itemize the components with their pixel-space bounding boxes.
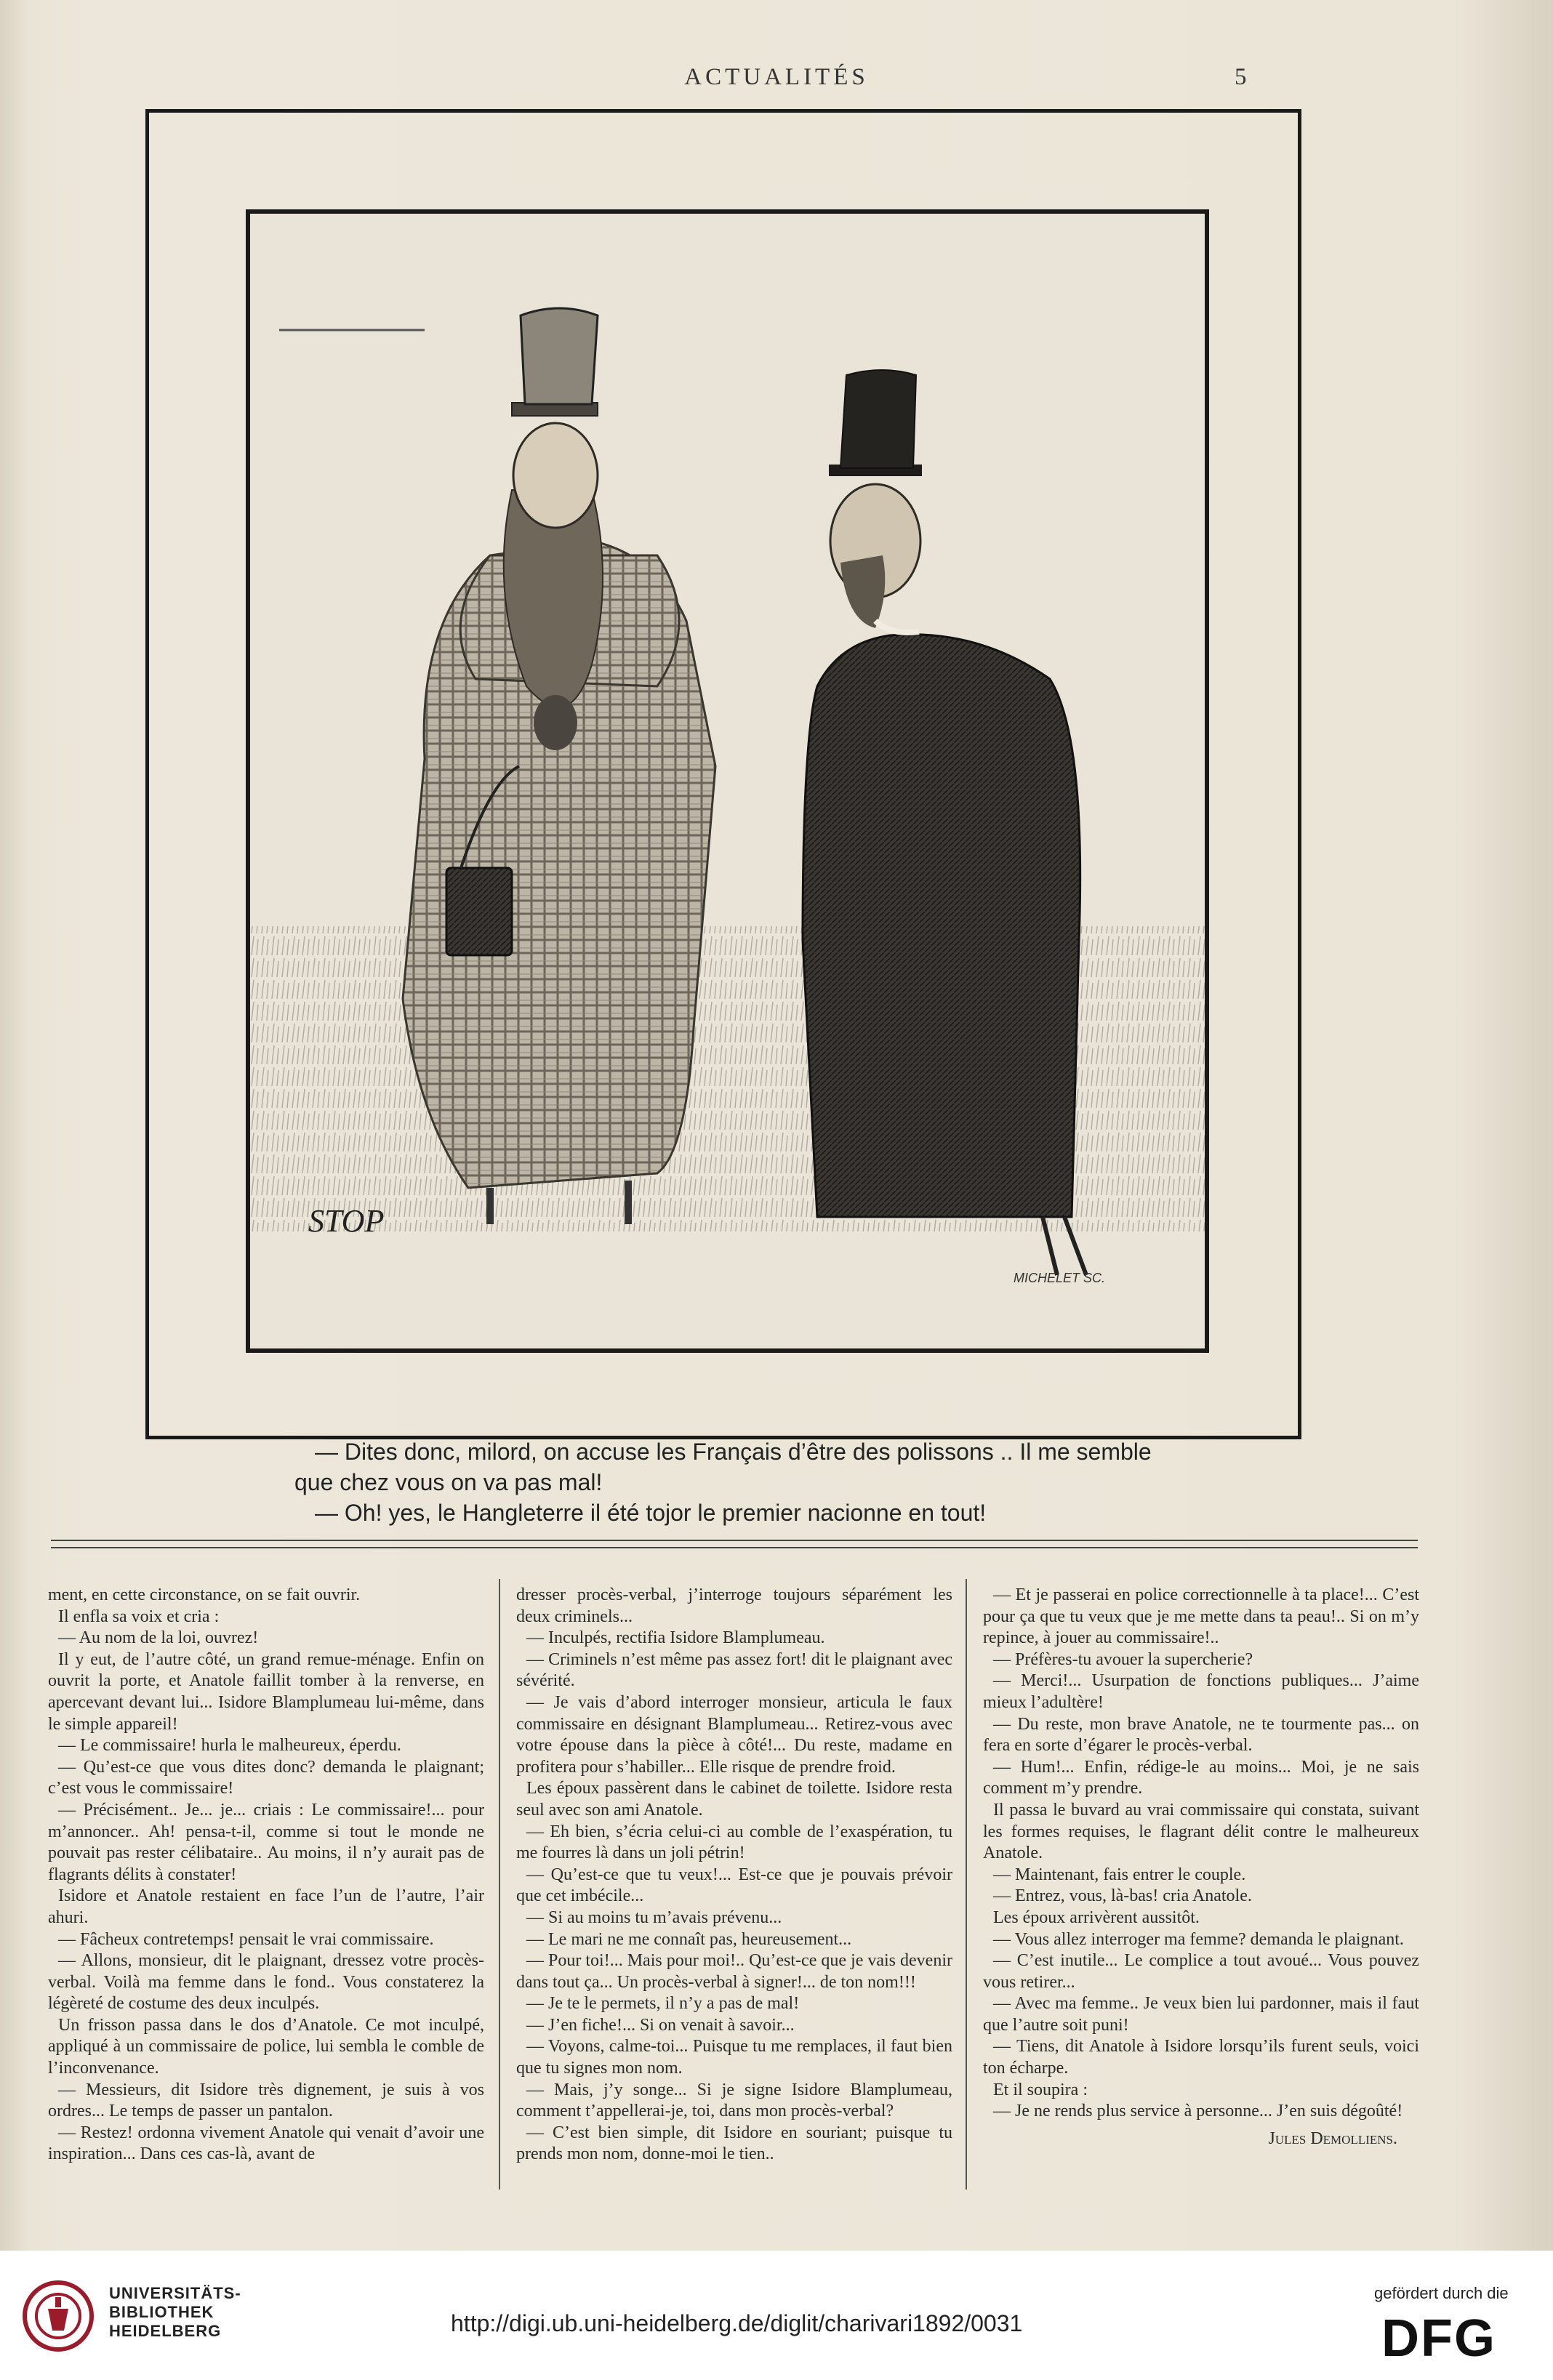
article-column-3 bbox=[983, 1585, 1419, 2150]
section-title: ACTUALITÉS bbox=[684, 64, 869, 90]
paragraph: dresser procès-verbal, j’interroge toujours séparément les deux criminels... bbox=[516, 1585, 952, 1626]
paragraph: — Préfères-tu avouer la supercherie? bbox=[993, 1649, 1253, 1669]
funded-by-label: gefördert durch die bbox=[1374, 2284, 1509, 2302]
paragraph: — Si au moins tu m’avais prévenu... bbox=[526, 1907, 782, 1927]
paragraph: — Et je passerai en police correctionnelle à ta place!... C’est pour ça que tu veux que je me mette dans ta peau!.. Si on m’y repince, à jouer au commissaire!.. bbox=[983, 1585, 1419, 1648]
cartoon-caption bbox=[294, 1436, 1240, 1528]
paragraph: — Qu’est-ce que vous dites donc? demanda le plaignant; c’est vous le commissaire! bbox=[48, 1757, 484, 1798]
article-column-1 bbox=[48, 1585, 484, 2166]
paragraph: Et il soupira : bbox=[993, 2080, 1088, 2099]
university-library-name bbox=[109, 2284, 241, 2341]
paragraph: — Voyons, calme-toi... Puisque tu me remplaces, il faut bien que tu signes mon nom. bbox=[516, 2037, 952, 2078]
paragraph: — Je ne rends plus service à personne... J’en suis dégoûté! bbox=[993, 2102, 1403, 2121]
paragraph: Un frisson passa dans le dos d’Anatole. Ce mot inculpé, appliqué à un commissaire de police, lui sembla le comble de l’inconvenance. bbox=[48, 2015, 484, 2078]
paragraph: — Messieurs, dit Isidore très dignement, je suis à vos ordres... Le temps de passer un pantalon. bbox=[48, 2080, 484, 2121]
paragraph: ment, en cette circonstance, on se fait ouvrir. bbox=[48, 1585, 361, 1604]
paragraph: Il y eut, de l’autre côté, un grand remue-ménage. Enfin on ouvrit la porte, et Anatole faillit tomber à la renverse, en apercevant devant lui... Isidore Blamplumeau lui-même, dans le simple appareil! bbox=[48, 1649, 484, 1734]
paragraph: — Allons, monsieur, dit le plaignant, dressez votre procès-verbal. Voilà ma femme dans le fond.. Vous constaterez la légèreté de costume des deux inculpés. bbox=[48, 1951, 484, 2014]
artist-signature-left: STOP bbox=[308, 1203, 385, 1239]
caption-line-2: que chez vous on va pas mal! bbox=[294, 1469, 603, 1495]
illustration-frame bbox=[246, 209, 1209, 1353]
page-header bbox=[0, 64, 1553, 108]
university-name-line: BIBLIOTHEK bbox=[109, 2303, 214, 2321]
paragraph: — Au nom de la loi, ouvrez! bbox=[58, 1628, 259, 1648]
university-name-line: UNIVERSITÄTS- bbox=[109, 2284, 241, 2302]
section-divider-top bbox=[51, 1540, 1418, 1541]
paragraph: — Hum!... Enfin, rédige-le au moins... Moi, je ne sais comment m’y prendre. bbox=[983, 1757, 1419, 1798]
page-number: 5 bbox=[1235, 64, 1247, 90]
paragraph: — Qu’est-ce que tu veux!... Est-ce que je pouvais prévoir que cet imbécile... bbox=[516, 1865, 952, 1906]
paragraph: — Pour toi!... Mais pour moi!.. Qu’est-ce que je vais devenir dans tout ça... Un procès-verbal à signer!... de ton nom!!! bbox=[516, 1951, 952, 1992]
permalink-url[interactable]: http://digi.ub.uni-heidelberg.de/diglit/charivari1892/0031 bbox=[451, 2310, 1023, 2336]
paragraph: — Eh bien, s’écria celui-ci au comble de l’exaspération, tu me fourres là dans un joli pétrin! bbox=[516, 1822, 952, 1863]
paragraph: — Merci!... Usurpation de fonctions publiques... J’aime mieux l’adultère! bbox=[983, 1671, 1419, 1712]
paragraph: — Maintenant, fais entrer le couple. bbox=[993, 1865, 1246, 1884]
paragraph: — J’en fiche!... Si on venait à savoir... bbox=[526, 2015, 795, 2035]
column-divider-1 bbox=[499, 1579, 500, 2190]
caption-line-3: — Oh! yes, le Hangleterre il été tojor le premier nacionne en tout! bbox=[315, 1500, 987, 1526]
paragraph: — C’est bien simple, dit Isidore en souriant; puisque tu prends mon nom, donne-moi le tien.. bbox=[516, 2123, 952, 2164]
paragraph: — Avec ma femme.. Je veux bien lui pardonner, mais il faut que l’autre soit puni! bbox=[983, 1994, 1419, 2035]
section-divider-bottom bbox=[51, 1547, 1418, 1548]
paragraph: — Tiens, dit Anatole à Isidore lorsqu’ils furent seuls, voici ton écharpe. bbox=[983, 2037, 1419, 2078]
paragraph: Les époux passèrent dans le cabinet de toilette. Isidore resta seul avec son ami Anatole. bbox=[516, 1779, 952, 1820]
paragraph: Il passa le buvard au vrai commissaire qui constata, suivant les formes requises, le flagrant délit contre le malheureux Anatole. bbox=[983, 1800, 1419, 1863]
paragraph: — Inculpés, rectifia Isidore Blamplumeau. bbox=[526, 1628, 825, 1648]
cartoon-illustration bbox=[250, 214, 1205, 1348]
paragraph: — Mais, j’y songe... Si je signe Isidore Blamplumeau, comment t’appellerai-je, toi, dans mon procès-verbal? bbox=[516, 2080, 952, 2121]
dfg-logo: DFG bbox=[1381, 2309, 1496, 2368]
caption-line-1: — Dites donc, milord, on accuse les Français d’être des polissons .. Il me semble bbox=[315, 1439, 1152, 1465]
paragraph: — Fâcheux contretemps! pensait le vrai commissaire. bbox=[58, 1929, 434, 1949]
column-divider-2 bbox=[966, 1579, 967, 2190]
engraver-signature-right: MICHELET SC. bbox=[1014, 1271, 1106, 1285]
paragraph: Les époux arrivèrent aussitôt. bbox=[993, 1907, 1200, 1927]
university-name-line: HEIDELBERG bbox=[109, 2322, 222, 2340]
paragraph: — Criminels n’est même pas assez fort! dit le plaignant avec sévérité. bbox=[516, 1649, 952, 1691]
paragraph: — Je vais d’abord interroger monsieur, articula le faux commissaire en désignant Blamplumeau... Retirez-vous avec votre épouse dans la pièce à côté!... Du reste, madame en profitera pour s’habiller... Elle risque de prendre froid. bbox=[516, 1692, 952, 1777]
university-library-logo-icon bbox=[22, 2280, 95, 2352]
paragraph: — Le commissaire! hurla le malheureux, éperdu. bbox=[58, 1736, 401, 1756]
article-author: Jules Demolliens. bbox=[1268, 2128, 1397, 2148]
paragraph: — Du reste, mon brave Anatole, ne te tourmente pas... on fera en sorte d’égarer le procès-verbal. bbox=[983, 1714, 1419, 1756]
paragraph: — Je te le permets, il n’y a pas de mal! bbox=[526, 1994, 800, 2014]
paragraph: Isidore et Anatole restaient en face l’un de l’autre, l’air ahuri. bbox=[48, 1886, 484, 1927]
digitization-footer bbox=[0, 2251, 1553, 2380]
paragraph: Il enfla sa voix et cria : bbox=[58, 1607, 220, 1626]
paragraph: — C’est inutile... Le complice a tout avoué... Vous pouvez vous retirer... bbox=[983, 1951, 1419, 1992]
article-column-2 bbox=[516, 1585, 952, 2166]
paragraph: — Restez! ordonna vivement Anatole qui venait d’avoir une inspiration... Dans ces cas-là, avant de bbox=[48, 2123, 484, 2164]
paragraph: — Entrez, vous, là-bas! cria Anatole. bbox=[993, 1886, 1252, 1906]
paragraph: — Précisément.. Je... je... criais : Le commissaire!... pour m’annoncer.. Ah! pensa-t-il, comme si tout le monde ne pouvait pas rester célibataire.. Au moins, il n’y aurait pas de flagrants délits à constater! bbox=[48, 1800, 484, 1884]
paragraph: — Vous allez interroger ma femme? demanda le plaignant. bbox=[993, 1929, 1404, 1949]
paragraph: — Le mari ne me connaît pas, heureusement... bbox=[526, 1929, 852, 1949]
